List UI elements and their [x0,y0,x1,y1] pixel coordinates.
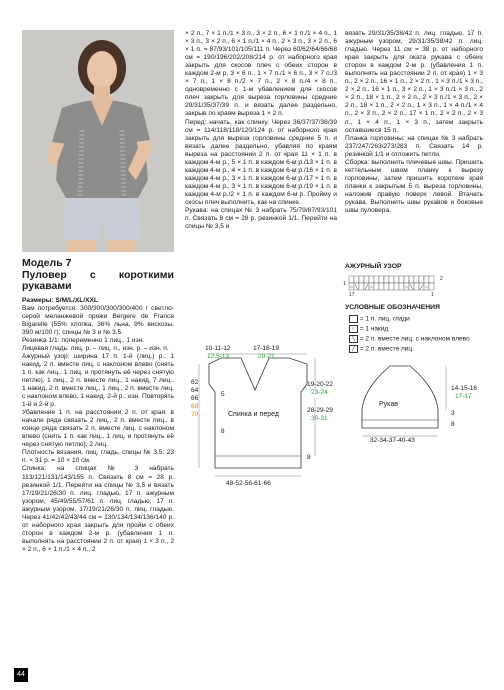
openwork-chart [348,275,438,291]
chart-symbol: ○ [425,284,428,290]
chart-cell [429,283,434,290]
chart-symbol: ○ [405,284,408,290]
chart-cell [394,283,399,290]
sleeve-side-label: 3 [451,410,455,417]
chart-cell [399,276,404,283]
side-label-2: 30-31 [311,415,328,422]
chart-row-label-2: 2 [440,276,443,282]
model-photo [22,30,174,252]
sleeve-cap-label-2: 17-17 [455,393,472,400]
legend-yo: ○ = 1 накид [349,325,388,333]
chart-cell [429,276,434,283]
legend-knit: = 1 п. лиц. глади [349,315,410,323]
chart-cell [374,276,379,283]
height-68: 68 [191,403,199,410]
knit-symbol [349,315,358,323]
decrease-def: Убавление 1 п. на расстоянии 2 п. от края: в начале ряда связать 2 лиц., 2 п. вместе лиц., в конце ряда связать 2 п. вместе лиц. с наклоном влево (снять 1 п. как лиц., 1 лиц. и протянуть её через снятую петлю), 2 лиц. [22,409,174,449]
chart-cell [409,276,414,283]
rib-def: Резинка 1/1: попеременно 1 лиц., 1 изн. [22,336,145,344]
chart-cell [424,276,429,283]
sleeve-cap-label: 14-15-16 [451,385,478,392]
chart-cell [384,283,389,290]
height-64: 64 [191,387,199,394]
sleeve-bottom-label: 32-34-37-40-43 [370,437,415,444]
chart-cell [349,276,354,283]
chart-cell [414,276,419,283]
chart-cell [399,283,404,290]
chart-symbol: ╱ [365,284,368,290]
sleeve-pattern-name: Рукав [379,401,398,408]
chart-cell [404,276,409,283]
chart-symbol: ○ [370,284,373,290]
yarn-over-symbol: ○ [349,325,358,333]
neck-band: Планка горловины: на спицах № 3 набрать 237/247/263/273/283 п. Связать 14 р. резинкой 1/1 и отложить петли. [345,134,483,158]
model-title: Модель 7 Пуловер с короткими рукавами [22,257,174,292]
body-pattern-name: Спинка и перед [228,411,279,418]
chart-cell [364,276,369,283]
sizes: Размеры: S/M/L/XL/XXL [22,296,98,304]
chart-cell [374,283,379,290]
chart-cell [384,276,389,283]
sleeve-instructions: Рукава: на спицах № 3 набрать 75/79/87/93/101 п. Связать 8 см = 28 р. резинкой 1/1. Перейти на спицы № 3,5 и [185,207,337,231]
sleeve-pattern-diagram [350,358,480,448]
gauge: Плотность вязания, лиц. гладь, спицы № 3,5: 23 п. × 31 р. = 10 × 10 см. [22,449,174,465]
shoulder-label-2: 20-21 [258,353,275,360]
sleeve-instructions-cont: вязать 29/31/35/38/42 п. лиц. гладью, 17 п. ажурным узором, 29/31/35/38/42 п. лиц. гладью. Через 11 см = 38 р. от наборного края закрыть для оката рукава с обеих сторон в каждом 2-м р. (убавления 1 п. выполнять на расстоянии 2 п. от края) 1 × 3 п., 2 × 2 п., 16 × 1 п., 2 × 2 п., 1 × 3 п./1 × 3 п., 2 × 2 п., 16 × 1 п., 3 × 2 п., 1 × 3 п./1 × 3 п., 2 × 2 п., 18 × 1 п., 2 × 2 п., 2 × 3 п./1 × 3 п., 2 × 2 п., 18 × 1 п., 2 × 2 п., 1 × 3 п., 1 × 4 п./1 × 4 п., 2 × 3 п., 2 × 2 п., 17 × 1 п., 2 × 2 п., 2 × 3 п., 1 × 4 п., 1 × 3 п., затем закрыть оставшиеся 15 п. [345,30,483,134]
chart-cell [379,276,384,283]
page-number: 44 [14,668,28,682]
chart-cell [389,276,394,283]
armhole-b: 8 [221,428,225,435]
v-depth-label: 19-20-22 [307,381,334,388]
chart-symbol: ╱ [420,284,423,290]
chart-row-label-1: 1 [343,281,346,287]
chart-cell [359,283,364,290]
chart-symbol: ╲ [410,284,413,290]
legend-k2tog: ╱ = 2 п. вместе лиц. [349,345,414,353]
side-label: 28-29-29 [307,407,334,414]
column-1 [22,258,174,554]
back-instructions-cont: × 2 п., 7 × 1 п./1 × 3 п., 3 × 2 п., 6 × 1 п./1 × 4 п., 1 × 3 п., 3 × 2 п., 6 × 1 п./1 × 4 п., 2 × 3 п., 3 × 2 п., 6 × 1 п. = 87/93/101/105/111 п. Через 60/62/64/66/68 см = 190/196/202/208/214 р. от наборного края закрыть для скосов плеч с обеих сторон в каждом 2-м р. 3 × 6 п., 1 × 7 п./1 × 6 п., 3 × 7 п./3 × 7 п., 1 × 8 п./2 × 7 п., 2 × 8 п./4 × 8 п., одновременно с 1-м убавлением для скосов плеч закрыть для выреза горловины средние 29/31/35/37/39 п. и вязать далее раздельно, закрыв по краям выреза 1 × 2 п. [185,30,337,118]
chart-cell [394,276,399,283]
sleeve-rib-label: 8 [451,421,455,428]
column-2 [185,30,337,231]
legend-title: УСЛОВНЫЕ ОБОЗНАЧЕНИЯ [345,304,440,311]
legend-ssk: ╲ = 2 п. вместе лиц. с наклоном влево [349,335,470,343]
chart-title: АЖУРНЫЙ УЗОР [345,263,402,270]
height-70: 70 [191,411,199,418]
v-depth-label-2: 23-24 [311,389,328,396]
chart-cell [389,283,394,290]
chart-symbol: ╲ [355,284,358,290]
top-width-label-2: 12,5-13 [207,353,230,360]
ssk-symbol: ╲ [349,335,358,343]
bottom-width-label: 48-52-56-61-66 [226,480,271,487]
chart-col-17: 17 [349,292,355,298]
top-width-label: 10-11-12 [205,345,231,352]
shoulder-label: 17-18-19 [253,345,280,352]
column-3 [345,30,483,215]
openwork-def: Ажурный узор: ширина 17 п. 1-й (лиц.) р.: 1 накид, 2 п. вместе лиц. с наклоном влево (снять 1 п. как лиц., 1 лиц. и протянуть её через снятую петлю), 1 лиц., 2 п. вместе лиц., 1 накид, 7 лиц., 1 накид, 2 п. вместе лиц., 1 лиц., 2 п. вместе лиц. с наклоном влево, 1 накид. 2-й р.: изн. Повторять 1-й и 2-й р. [22,352,174,409]
height-66: 66 [191,395,199,402]
chart-cell [359,276,364,283]
chart-col-1: 1 [431,292,434,298]
materials: Вам потребуется: 300/300/300/300/400 г светло-серой меланжевой пряжи Bergere de France Bigarelle (55% хлопка, 36% льна, 9% вискозы, 390 м/100 г); спицы № 3 и № 3,5. [22,304,174,336]
rib-label: 8 [307,454,311,461]
height-62: 62 [191,379,199,386]
chart-symbol: ○ [350,284,353,290]
chart-cell [354,276,359,283]
chart-cell [419,276,424,283]
stockinette-def: Лицевая гладь: лиц. р. – лиц. п., изн. р. – изн. п. [22,344,169,352]
back-instructions: Спинка: на спицах № 3 набрать 113/121/131/143/155 п. Связать 8 см = 28 р. резинкой 1/1. Перейти на спицы № 3,5 и вязать 17/19/21/26/30 п. лиц. гладью, 17 п. ажурным узором, 45/49/55/57/61 п. лиц. гладью, 17 п. ажурным узором, 17/19/21/26/30 п. лиц. гладью. Через 41/42/42/43/44 см = 130/134/134/136/140 р. от наборного края закрыть для пройм с обеих сторон в каждом 2-м р. (убавления 1 п. выполнять на расстоянии 2 п. от края) 1 × 3 п., 2 × 2 п., 6 × 1 п./1 × 4 п., 2 [22,465,174,553]
assembly: Сборка: выполнить плечевые швы. Пришить кеттельным швом планку к вырезу горловины, затем пришить короткие края планки к закрытым 5 п. выреза горловины, наложив правую поверх левой. Втачать рукава. Выполнить швы рукавов и боковые швы пуловера. [345,158,483,215]
k2tog-symbol: ╱ [349,345,358,353]
chart-cell [414,283,419,290]
front-instructions: Перед: начать, как спинку. Через 36/37/37/38/39 см = 114/118/118/120/124 р. от наборного края закрыть для выреза горловины средние 5 п. и вязать далее раздельно, убавляя по краям выреза на расстоянии 2 п. от края 11 × 1 п. в каждом 4-м р., 5 × 1 п. в каждом 6-м р./13 × 1 п. в каждом 4-м р., 4 × 1 п. в каждом 6-м р./16 × 1 п. в каждом 4-м р., 3 × 1 п. в каждом 6-м р./17 × 1 п. в каждом 4-м р., 3 × 1 п. в каждом 6-м р./19 × 1 п. в каждом 4-м р./2 × 1 п. в каждом 6-м р. Пройму и скосы плеч выполнить, как на спинке. [185,118,337,206]
chart-cell [379,283,384,290]
armhole-a: 5 [221,391,225,398]
chart-cell [369,276,374,283]
